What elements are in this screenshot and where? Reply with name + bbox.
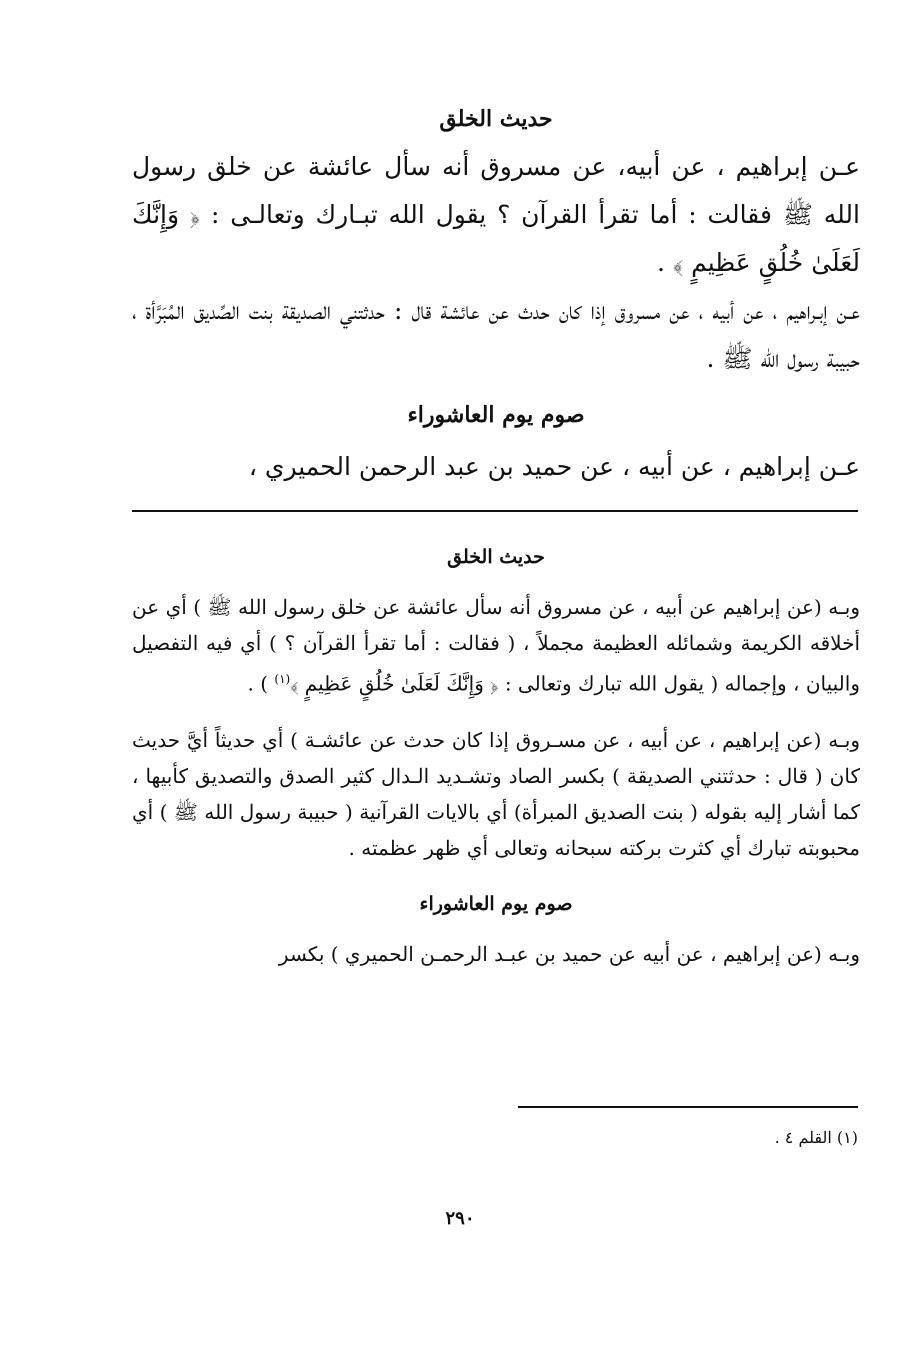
commentary-text-end: ) .	[247, 671, 275, 696]
commentary-paragraph: وبـه (عن إبراهيم ، عن أبيه عن حميد بن عبـد الرحمـن الحميري ) بكسر	[278, 941, 860, 966]
hadith-text-section	[132, 95, 860, 491]
commentary-section	[132, 535, 860, 972]
hadith-paragraph: عـن إبراهيم ، عن أبيه ، عن حميد بن عبد الرحمن الحميري ،	[248, 452, 860, 481]
section-heading: صوم يوم العاشوراء	[419, 892, 573, 915]
footnote: (١) القلم ٤ .	[774, 1128, 858, 1147]
hadith-paragraph: عـن إبراهيم ، عن أبيه، عن مسروق أنه سأل عائشة عن خلق رسول الله ﷺ فقالت : أما تقرأ القرآن ؟ يقول الله تبـارك وتعالـى : ﴿ وَإِنَّكَ لَعَلَىٰ خُلُقٍ عَظِيمٍ ﴾ .	[132, 152, 860, 277]
footnote-reference: (١)	[274, 672, 291, 686]
section-heading: صوم يوم العاشوراء	[407, 402, 585, 428]
section-heading: حديث الخلق	[439, 106, 553, 132]
section-divider	[132, 510, 858, 512]
commentary-paragraph: وبـه (عن إبراهيم ، عن أبيه ، عن مسـروق إذا كان حدث عن عائشـة ) أي حديثاً أيَّ حديث كان ( قال : حدثتني الصديقة ) بكسر الصاد وتشـديد الـدال كثير الصدق والتصديق كأبيها ، كما أشار إليه بقوله ( بنت الصديق المبرأة) أي بالايات القرآنية ( حبيبة رسول الله ﷺ ) أي محبوبته تبارك أي كثرت بركته سبحانه وتعالى أي ظهر عظمته .	[132, 727, 860, 860]
page-number: ٢٩٠	[445, 1208, 475, 1229]
footnote-divider	[518, 1106, 858, 1108]
hadith-paragraph: عـن إبـراهيم ، عن أبيه ، عن مسروق إذا كان حدث عن عائشة قال : حدثتني الصديقة بنت الصِّديق المُبَرَّأة ، حبيبة رسول الله ﷺ .	[132, 296, 860, 373]
commentary-paragraph	[132, 589, 860, 702]
commentary-text: وبـه (عن إبراهيم عن أبيه ، عن مسروق أنه سأل عائشة عن خلق رسول الله ﷺ ) أي عن أخلاقه الكريمة وشمائله العظيمة مجملاً ، ( فقالت : أما تقرأ القرآن ؟ ) أي فيه التفصيل والبيان ، وإجماله ( يقول الله تبارك وتعالى : ﴿ وَإِنَّكَ لَعَلَىٰ خُلُقٍ عَظِيمٍ ﴾	[132, 595, 860, 696]
section-heading: حديث الخلق	[447, 546, 545, 568]
